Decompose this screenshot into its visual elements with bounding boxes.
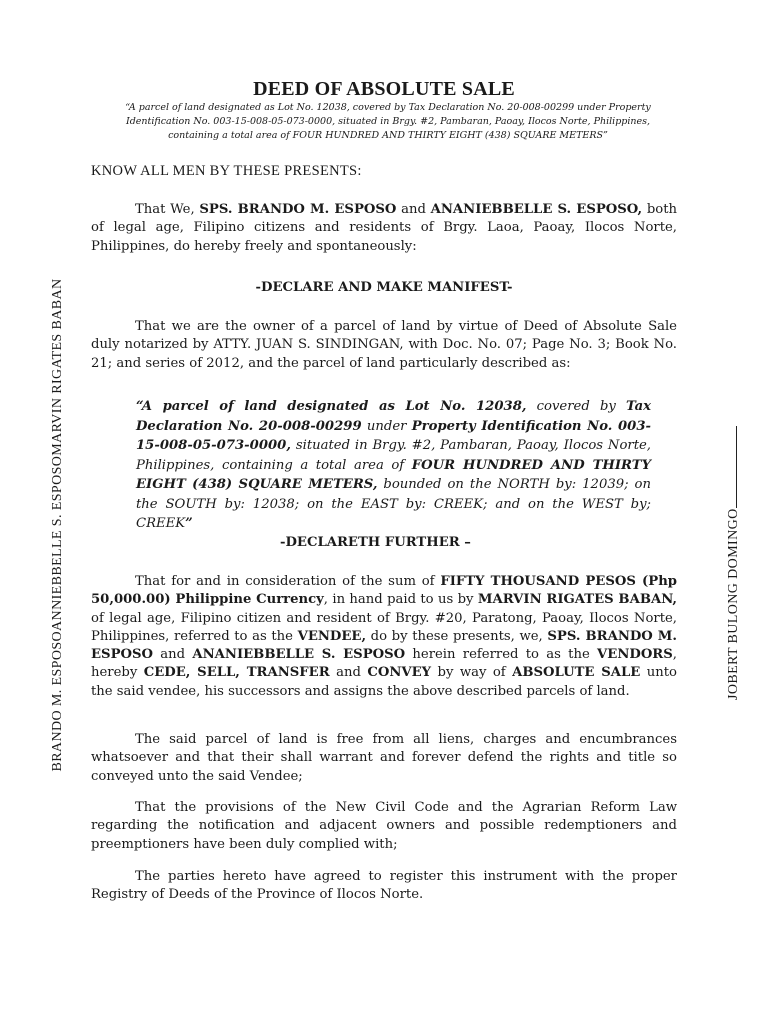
text: do by these presents, we, xyxy=(366,628,548,644)
text: The said parcel of land is free from all liens, charges and encumbrances whatsoever and that their shall warrant and forever defend the rights and title so conveyed unto the said Vendee; xyxy=(91,732,677,784)
right-margin-name: JOBERT BULONG DOMINGO xyxy=(726,508,741,700)
text: That we are the owner of a parcel of land by virtue of Deed of Absolute Sale duly notarized by ATTY. JUAN S. SINDINGAN, with Doc. No. 07; Page No. 3; Book No. 21; and series of 2012, and the parcel of land particularly described as: xyxy=(91,319,677,371)
paragraph-parties xyxy=(91,201,677,256)
paragraph-consideration xyxy=(91,573,677,701)
text: FIFTY THOUSAND PESOS (Php 50,000.00) Philippine Currency xyxy=(91,574,677,608)
text: VENDEE, xyxy=(297,628,367,644)
left-margin-signatures xyxy=(47,260,73,790)
text: of legal age, Filipino citizen and resident of Brgy. #20, Paratong, Paoay, Ilocos Norte, Philippines, referred to as the xyxy=(91,610,677,644)
heading-further: -DECLARETH FURTHER – xyxy=(280,535,471,550)
text: and xyxy=(153,647,193,663)
text: CEDE, SELL, TRANSFER xyxy=(143,665,330,681)
text: VENDORS xyxy=(597,647,673,663)
text: herein referred to as the xyxy=(405,647,598,663)
text: both of legal age, Filipino citizens and residents of Brgy. Laoa, Paoay, Ilocos Norte, Philippines, do hereby freely and spontaneously: xyxy=(91,202,677,254)
text: “A parcel of land designated as Lot No. 12038, xyxy=(136,399,527,414)
text: and xyxy=(329,665,368,681)
right-margin-signature xyxy=(723,355,749,700)
text: , hereby xyxy=(91,647,677,681)
text: bounded on the NORTH by: 12039; on the SOUTH by: 12038; on the EAST by: CREEK; and on the WEST by; CREEK xyxy=(136,477,651,531)
text: by way of xyxy=(431,665,513,681)
text: Tax Declaration No. 20-008-00299 xyxy=(136,399,651,434)
text: That for and in consideration of the sum of xyxy=(135,574,441,589)
text: ” xyxy=(185,516,193,531)
text: That the provisions of the New Civil Code and the Agrarian Reform Law regarding the notification and adjacent owners and possible redemptioners and preemptioners have been duly complied with; xyxy=(91,800,677,852)
right-margin-text xyxy=(723,355,745,700)
heading-declare: -DECLARE AND MAKE MANIFEST- xyxy=(255,280,513,295)
paragraph-compliance xyxy=(91,799,677,854)
text: covered by xyxy=(526,399,627,414)
vendor-name: ANANIEBBELLE S. ESPOSO, xyxy=(430,202,643,217)
property-description xyxy=(136,397,651,534)
text: unto the said vendee, his successors and assigns the above described parcels of land. xyxy=(91,665,677,699)
text: , in hand paid to us by xyxy=(323,592,478,608)
text: FOUR HUNDRED AND THIRTY EIGHT (438) SQUARE METERS, xyxy=(136,457,651,492)
vendor-name: SPS. BRANDO M. ESPOSO xyxy=(199,202,397,217)
text: ANANIEBBELLE S. ESPOSO xyxy=(192,647,406,663)
document-subtitle: “A parcel of land designated as Lot No. 12038, covered by Tax Declaration No. 20-008-00299 under Property Identification No. 003-15-008-05-073-0000, situated in Brgy. #2, Pambaran, Paoay, Ilocos Norte, Philippines, containing a total area of FOUR HUNDRED AND THIRTY EIGHT (438) SQUARE METERS” xyxy=(125,102,651,141)
paragraph-ownership xyxy=(91,318,677,373)
text: ABSOLUTE SALE xyxy=(512,665,641,681)
text: MARVIN RIGATES BABAN, xyxy=(477,592,677,608)
text: Property Identification No. 003-15-008-05-073-0000, xyxy=(136,418,652,453)
text: and xyxy=(396,202,431,217)
text: CONVEY xyxy=(367,665,432,681)
text: That We, xyxy=(135,202,200,217)
opening-line: KNOW ALL MEN BY THESE PRESENTS: xyxy=(91,163,362,179)
signature-line xyxy=(726,426,737,508)
text: The parties hereto have agreed to register this instrument with the proper Registry of Deeds of the Province of Ilocos Norte. xyxy=(91,869,677,903)
paragraph-registration xyxy=(91,868,677,905)
document-title: DEED OF ABSOLUTE SALE xyxy=(253,78,515,100)
text: under xyxy=(361,418,412,434)
text: situated in Brgy. #2, Pambaran, Paoay, Ilocos Norte, Philippines, containing a total area of xyxy=(136,438,651,473)
left-margin-names: BRANDO M. ESPOSOANNIEBBELLE S. ESPOSOMARVIN RIGATES BABAN xyxy=(50,278,65,772)
text: SPS. BRANDO M. ESPOSO xyxy=(91,628,677,663)
paragraph-warranty xyxy=(91,731,677,786)
